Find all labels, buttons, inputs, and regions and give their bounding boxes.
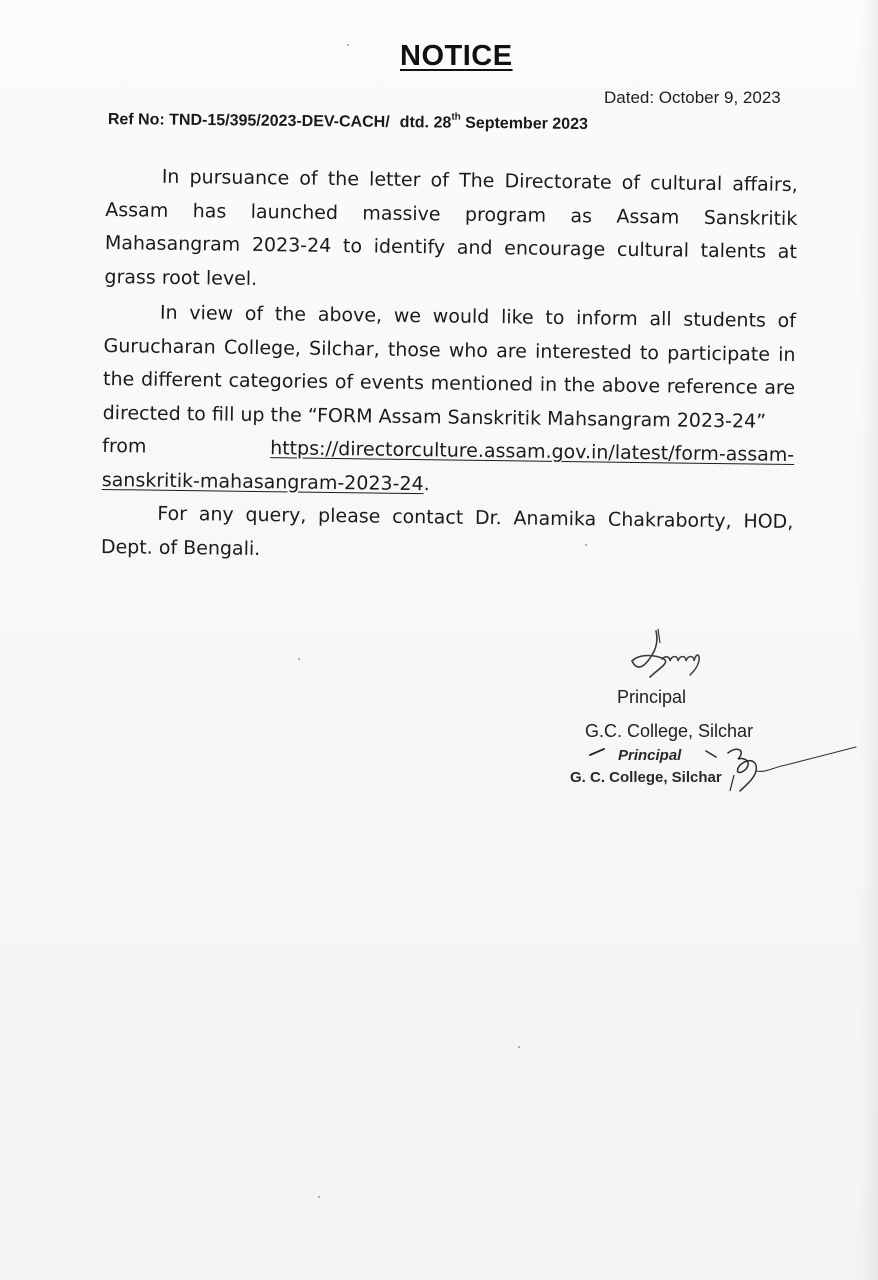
reference-number: Ref No: TND-15/395/2023-DEV-CACH/ xyxy=(107,110,390,131)
signature-block xyxy=(560,625,860,805)
notice-body xyxy=(101,160,798,575)
form-link-part-1[interactable]: https://directorculture.assam.gov.in/latest/form-assam- xyxy=(270,437,795,467)
signatory-college: G.C. College, Silchar xyxy=(585,721,754,741)
reference-line xyxy=(108,108,588,134)
paragraph-instructions: In view of the above, we would like to inform all students of Gurucharan College, Silchar, those who are interested to participate in the different categories of events mentioned in the above reference are directed to fill up the “FORM Assam Sanskritik Mahsangram 2023-24” xyxy=(102,301,797,433)
link-period: . xyxy=(423,472,430,495)
signatory-title: Principal xyxy=(617,687,687,707)
paragraph-contact: For any query, please contact Dr. Anamika Chakraborty, HOD, Dept. of Bengali. xyxy=(100,502,794,560)
paragraph-intro: In pursuance of the letter of The Directorate of cultural affairs, Assam has launched massive program as Assam Sanskritik Mahasangram 2023-24 to identify and encourage cultural talents at grass root level. xyxy=(104,165,798,290)
notice-date: Dated: October 9, 2023 xyxy=(604,88,781,107)
from-label: from xyxy=(102,434,147,458)
form-link-part-2[interactable]: sanskritik-mahasangram-2023-24 xyxy=(101,468,424,495)
stamp-college: G. C. College, Silchar xyxy=(570,769,722,786)
reference-date-suffix: th xyxy=(451,111,461,123)
reference-date-prefix: dtd. 28 xyxy=(399,114,452,132)
stamp-title: Principal xyxy=(618,747,682,764)
notice-title: NOTICE xyxy=(400,40,513,72)
principal-stamp xyxy=(570,745,722,789)
reference-date xyxy=(399,111,589,134)
reference-date-month: September 2023 xyxy=(465,114,589,134)
